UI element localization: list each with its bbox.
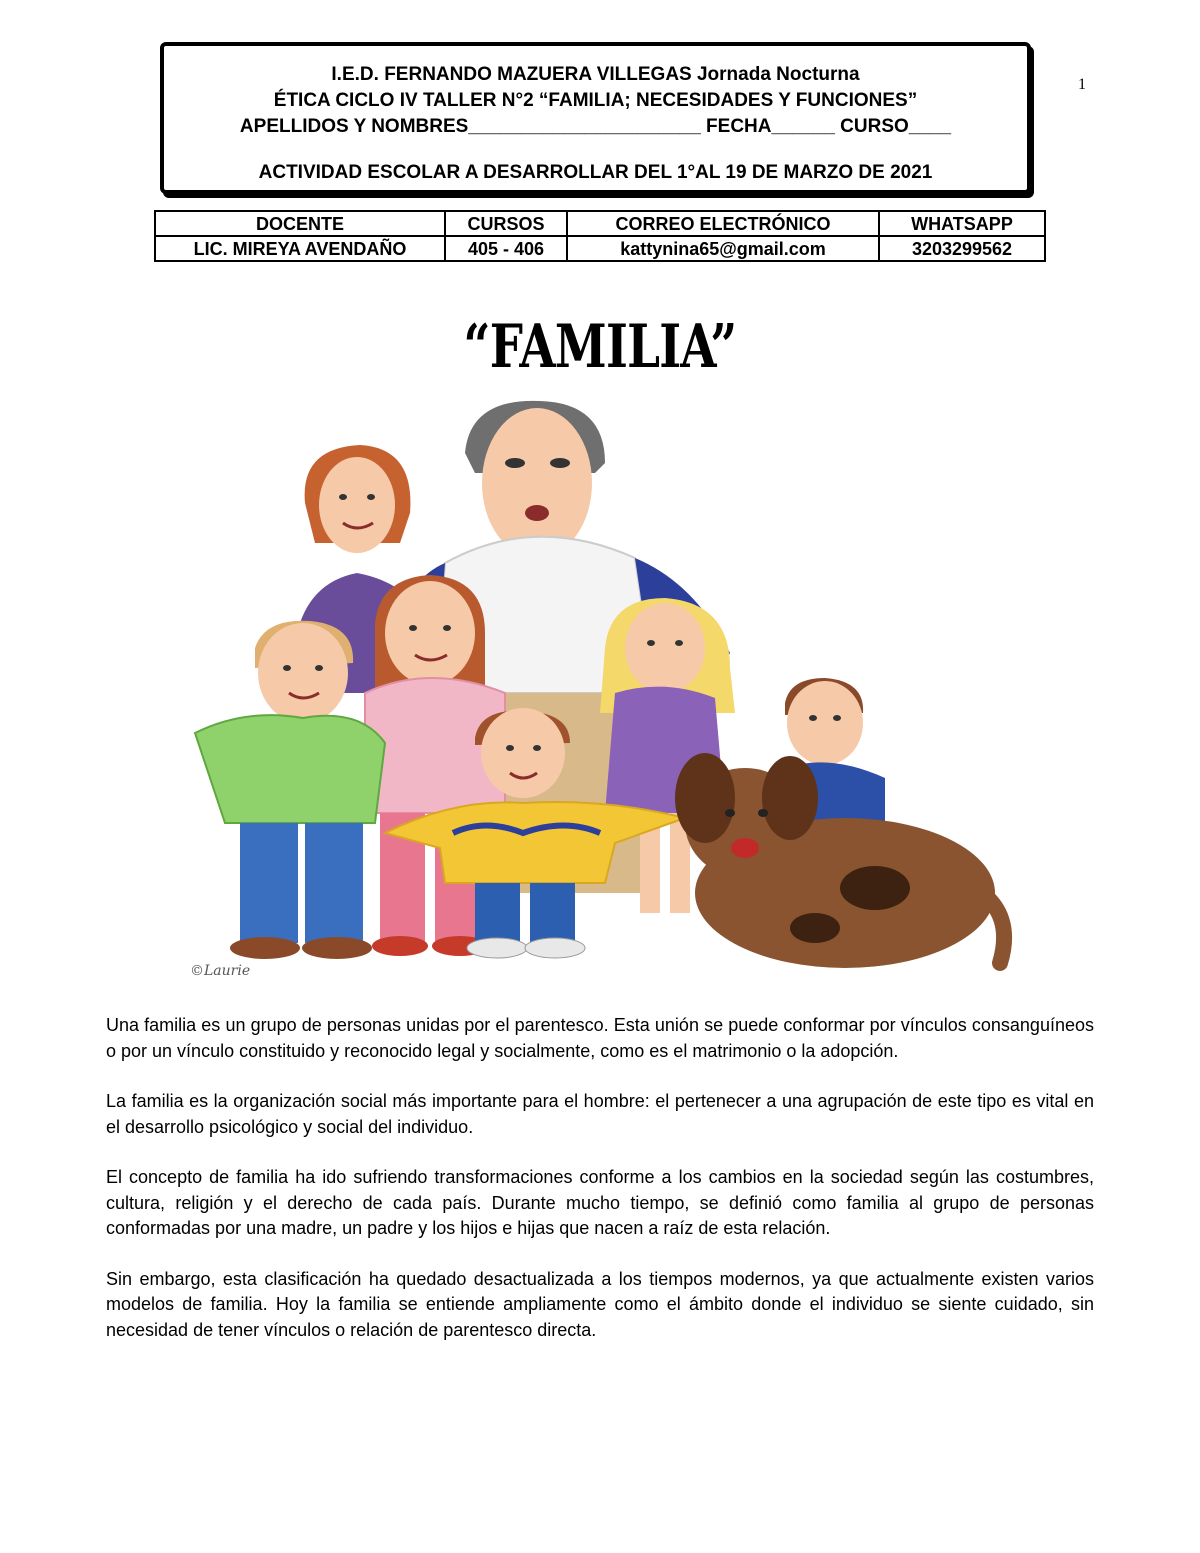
course-numbers: 405 - 406 xyxy=(445,236,567,261)
teacher-info-table xyxy=(154,210,1046,262)
paragraph-2: La familia es la organización social más importante para el hombre: el pertenecer a una agrupación de este tipo es vital en el desarrollo psicológico y social del individuo. xyxy=(106,1091,1094,1137)
artist-signature: ©Laurie xyxy=(190,963,251,979)
paragraph-4: Sin embargo, esta clasificación ha quedado desactualizada a los tiempos modernos, ya que actualmente existen varios modelos de familia. Hoy la familia se entiende ampliamente como el ámbito donde el individuo se siente cuidado, sin necesidad de tener vínculos o relación de parentesco directa. xyxy=(106,1268,1094,1340)
header-whatsapp: WHATSAPP xyxy=(879,211,1045,236)
paragraph-1: Una familia es un grupo de personas unidas por el parentesco. Esta unión se puede conformar por vínculos consanguíneos o por un vínculo constituido y reconocido legal y socialmente, como es el matrimonio o la adopción. xyxy=(106,1015,1094,1061)
paragraph-3: El concepto de familia ha ido sufriendo transformaciones conforme a los cambios en la sociedad según las costumbres, cultura, religión y el derecho de cada país. Durante mucho tiempo, se definió como familia al grupo de personas conformadas por una madre, un padre y los hijos e hijas que nacen a raíz de esta relación. xyxy=(106,1167,1094,1238)
header-correo: CORREO ELECTRÓNICO xyxy=(567,211,879,236)
student-fields: APELLIDOS Y NOMBRES______________________ FECHA______ CURSO____ xyxy=(239,116,952,137)
header-box xyxy=(160,42,1031,194)
teacher-name: LIC. MIREYA AVENDAÑO xyxy=(155,236,445,261)
header-docente: DOCENTE xyxy=(155,211,445,236)
body-text xyxy=(106,1013,1094,1368)
family-illustration xyxy=(185,393,1015,983)
school-name: I.E.D. FERNANDO MAZUERA VILLEGAS Jornada Nocturna xyxy=(331,64,860,85)
workshop-title: ÉTICA CICLO IV TALLER N°2 “FAMILIA; NECESIDADES Y FUNCIONES” xyxy=(273,90,918,111)
table-row xyxy=(155,236,1045,261)
teacher-whatsapp: 3203299562 xyxy=(879,236,1045,261)
page-number: 1 xyxy=(1078,76,1086,93)
teacher-email[interactable]: kattynina65@gmail.com xyxy=(567,236,879,261)
header-cursos: CURSOS xyxy=(445,211,567,236)
activity-dates: ACTIVIDAD ESCOLAR A DESARROLLAR DEL 1°AL 19 DE MARZO DE 2021 xyxy=(258,162,933,183)
page-title: “FAMILIA” xyxy=(463,312,737,382)
table-header-row xyxy=(155,211,1045,236)
